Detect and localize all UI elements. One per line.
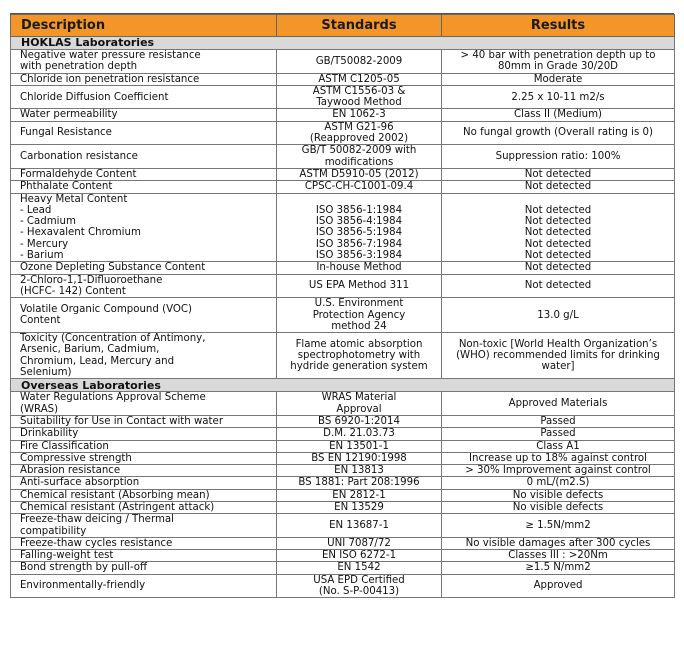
- result-cell-line: ≥ 1.5N/mm2: [525, 519, 591, 531]
- standard-cell: [277, 50, 442, 74]
- description-cell-line: Chloride ion penetration resistance: [20, 73, 200, 85]
- standard-cell-line: BS 1881: Part 208:1996: [298, 477, 420, 489]
- table-row: [11, 465, 675, 477]
- table-body: [11, 37, 675, 598]
- standard-cell: [277, 168, 442, 180]
- standard-cell-line: UNI 7087/72: [327, 537, 391, 549]
- result-cell-line: No fungal growth (Overall rating is 0): [463, 127, 653, 139]
- table-row: [11, 428, 675, 440]
- description-cell-line: Arsenic, Barium, Cadmium,: [20, 344, 160, 356]
- result-cell: [442, 121, 675, 145]
- description-cell: [11, 428, 277, 440]
- result-cell-line: Increase up to 18% against control: [469, 452, 647, 464]
- result-cell-line: 80mm in Grade 30/20D: [497, 61, 619, 73]
- description-cell: [11, 109, 277, 121]
- standard-cell: [277, 181, 442, 193]
- result-cell: [442, 452, 675, 464]
- description-cell: [11, 465, 277, 477]
- result-cell-line: [445, 194, 671, 205]
- standard-cell: [277, 428, 442, 440]
- description-cell: [11, 50, 277, 74]
- table-row: [11, 415, 675, 427]
- table-row: [11, 501, 675, 513]
- standard-cell-line: (Reapproved 2002): [309, 133, 409, 145]
- result-cell-line: Approved Materials: [508, 397, 608, 409]
- result-cell-line: > 40 bar with penetration depth up to: [460, 50, 656, 61]
- table-row: [11, 298, 675, 333]
- standard-cell-line: spectrophotometry with: [297, 350, 421, 362]
- standard-cell-line: EN 1062-3: [332, 109, 386, 121]
- table-row: [11, 121, 675, 145]
- standard-cell: [277, 193, 442, 262]
- table-row: [11, 181, 675, 193]
- result-cell-line: 0 mL/(m2.S): [526, 477, 590, 489]
- result-cell: [442, 333, 675, 379]
- standard-cell-line: ISO 3856-3:1984: [315, 250, 403, 262]
- standard-cell: [277, 574, 442, 598]
- description-cell: [11, 333, 277, 379]
- description-cell-line: Selenium): [20, 367, 72, 379]
- result-cell: [442, 298, 675, 333]
- description-cell: [11, 415, 277, 427]
- result-cell-line: Not detected: [524, 250, 592, 262]
- standard-cell: [277, 537, 442, 549]
- table-row: [11, 262, 675, 274]
- standard-cell: [277, 85, 442, 109]
- description-cell: [11, 298, 277, 333]
- standard-cell-line: EN ISO 6272-1: [321, 550, 397, 562]
- result-cell-line: Moderate: [533, 73, 583, 85]
- table-row: [11, 550, 675, 562]
- standard-cell-line: EN 13529: [334, 501, 384, 513]
- standard-cell: [277, 477, 442, 489]
- result-cell-line: Passed: [540, 415, 576, 427]
- description-cell-line: Chromium, Lead, Mercury and: [20, 355, 175, 367]
- standard-cell-line: ISO 3856-7:1984: [315, 238, 403, 250]
- description-cell-line: Ozone Depleting Substance Content: [20, 262, 206, 274]
- table-row: [11, 193, 675, 262]
- standard-cell-line: EN 1542: [337, 562, 381, 574]
- description-cell-line: Fire Classification: [20, 440, 109, 452]
- standard-cell: [277, 562, 442, 574]
- description-cell-line: Drinkability: [20, 428, 79, 440]
- table-row: [11, 514, 675, 538]
- standard-cell: [277, 121, 442, 145]
- table-row: [11, 109, 675, 121]
- result-cell-line: No visible defects: [512, 489, 604, 501]
- standard-cell-line: EN 2812-1: [332, 489, 386, 501]
- standard-cell-line: U.S. Environment: [314, 298, 404, 310]
- standard-cell: [277, 392, 442, 416]
- description-cell-line: Freeze-thaw deicing / Thermal: [20, 514, 174, 526]
- description-cell-line: Falling-weight test: [20, 550, 114, 562]
- standard-cell-line: hydride generation system: [290, 361, 428, 373]
- result-cell-line: Not detected: [524, 280, 592, 292]
- header-description: Description: [11, 15, 277, 37]
- result-cell-line: 2.25 x 10-11 m2/s: [511, 91, 605, 103]
- result-cell-line: Not detected: [524, 227, 592, 239]
- description-cell: [11, 274, 277, 298]
- table-row: [11, 392, 675, 416]
- standard-cell-line: EN 13813: [334, 465, 384, 477]
- table-row: [11, 477, 675, 489]
- standard-cell-line: GB/T50082-2009: [315, 55, 403, 67]
- table-row: [11, 574, 675, 598]
- description-cell: [11, 514, 277, 538]
- description-cell: [11, 145, 277, 169]
- standard-cell: [277, 298, 442, 333]
- result-cell-line: No visible damages after 300 cycles: [465, 537, 651, 549]
- result-cell: [442, 181, 675, 193]
- result-cell: [442, 392, 675, 416]
- table-row: [11, 50, 675, 74]
- result-cell: [442, 145, 675, 169]
- table-row: [11, 333, 675, 379]
- result-cell-line: Not detected: [524, 168, 592, 180]
- description-cell-line: Carbonation resistance: [20, 151, 138, 163]
- standard-cell: [277, 73, 442, 85]
- result-cell-line: (WHO) recommended limits for drinking: [456, 350, 660, 362]
- result-cell: [442, 50, 675, 74]
- standard-cell-line: BS EN 12190:1998: [311, 452, 407, 464]
- standard-cell-line: CPSC-CH-C1001-09.4: [304, 181, 414, 193]
- description-cell-line: (WRAS): [20, 403, 59, 415]
- result-cell: [442, 415, 675, 427]
- description-cell-line: compatibility: [20, 525, 87, 537]
- standard-cell: [277, 274, 442, 298]
- description-cell-line: Suitability for Use in Contact with water: [20, 415, 224, 427]
- section-header-row: [11, 379, 675, 392]
- standard-cell: [277, 262, 442, 274]
- description-cell-line: Compressive strength: [20, 452, 132, 464]
- description-cell-line: Volatile Organic Compound (VOC): [20, 303, 192, 315]
- result-cell: [442, 574, 675, 598]
- result-cell-line: Not detected: [524, 262, 592, 274]
- standard-cell-line: ASTM C1205-05: [318, 73, 400, 85]
- result-cell-line: Class A1: [536, 440, 580, 452]
- standard-cell-line: Protection Agency: [312, 309, 406, 321]
- description-cell-line: Toxicity (Concentration of Antimony,: [20, 333, 206, 345]
- result-cell: [442, 514, 675, 538]
- standard-cell-line: US EPA Method 311: [308, 280, 410, 292]
- result-cell: [442, 85, 675, 109]
- description-cell-line: (HCFC- 142) Content: [20, 285, 126, 297]
- result-cell: [442, 489, 675, 501]
- result-cell-line: Non-toxic [World Health Organization’s: [458, 338, 658, 350]
- result-cell: [442, 109, 675, 121]
- header-row: [11, 15, 675, 37]
- description-cell-line: Chemical resistant (Absorbing mean): [20, 489, 210, 501]
- standard-cell: [277, 489, 442, 501]
- description-cell-line: - Cadmium: [20, 216, 76, 228]
- standard-cell: [277, 501, 442, 513]
- description-cell: [11, 562, 277, 574]
- result-cell: [442, 428, 675, 440]
- description-cell-line: Abrasion resistance: [20, 465, 121, 477]
- result-cell-line: 13.0 g/L: [537, 309, 579, 321]
- standard-cell-line: GB/T 50082-2009 with: [301, 145, 417, 157]
- specification-table-frame: [10, 13, 674, 598]
- standard-cell-line: USA EPD Certified: [313, 574, 405, 586]
- description-cell: [11, 181, 277, 193]
- standard-cell-line: BS 6920-1:2014: [318, 415, 400, 427]
- standard-cell-line: ASTM G21-96: [324, 121, 394, 133]
- table-row: [11, 85, 675, 109]
- table-row: [11, 537, 675, 549]
- result-cell: [442, 537, 675, 549]
- standard-cell: [277, 109, 442, 121]
- standard-cell-line: D.M. 21.03.73: [323, 428, 395, 440]
- description-cell-line: Negative water pressure resistance: [20, 50, 201, 61]
- result-cell: [442, 274, 675, 298]
- standard-cell-line: ASTM D5910-05 (2012): [299, 168, 419, 180]
- standard-cell: [277, 145, 442, 169]
- result-cell-line: water]: [541, 361, 575, 373]
- table-row: [11, 73, 675, 85]
- result-cell-line: Not detected: [524, 181, 592, 193]
- standard-cell-line: ASTM C1556-03 &: [312, 85, 406, 97]
- standard-cell-line: ISO 3856-4:1984: [315, 216, 403, 228]
- description-cell-line: Content: [20, 315, 61, 327]
- result-cell: [442, 440, 675, 452]
- description-cell: [11, 262, 277, 274]
- table-row: [11, 145, 675, 169]
- description-cell-line: 2-Chloro-1,1-Difluoroethane: [20, 274, 163, 286]
- description-cell: [11, 168, 277, 180]
- result-cell: [442, 73, 675, 85]
- description-cell: [11, 452, 277, 464]
- standard-cell-line: Approval: [336, 403, 382, 415]
- section-header-row: [11, 37, 675, 50]
- description-cell: [11, 501, 277, 513]
- result-cell-line: > 30% Improvement against control: [465, 465, 651, 477]
- table-row: [11, 168, 675, 180]
- result-cell: [442, 550, 675, 562]
- description-cell-line: Heavy Metal Content: [20, 193, 128, 205]
- description-cell: [11, 392, 277, 416]
- description-cell: [11, 550, 277, 562]
- standard-cell-line: WRAS Material: [321, 392, 397, 404]
- description-cell: [11, 440, 277, 452]
- description-cell-line: Bond strength by pull-off: [20, 562, 147, 574]
- description-cell-line: Chloride Diffusion Coefficient: [20, 91, 169, 103]
- description-cell: [11, 193, 277, 262]
- standard-cell-line: ISO 3856-5:1984: [315, 227, 403, 239]
- result-cell: [442, 562, 675, 574]
- standard-cell-line: In-house Method: [316, 262, 402, 274]
- result-cell-line: Not detected: [524, 238, 592, 250]
- standard-cell-line: [280, 194, 438, 205]
- standard-cell-line: EN 13687-1: [329, 519, 389, 531]
- standard-cell: [277, 415, 442, 427]
- description-cell-line: - Barium: [20, 250, 64, 262]
- description-cell: [11, 537, 277, 549]
- standard-cell-line: Flame atomic absorption: [295, 338, 423, 350]
- result-cell-line: Approved: [533, 580, 583, 592]
- standard-cell: [277, 550, 442, 562]
- description-cell-line: - Lead: [20, 204, 52, 216]
- result-cell: [442, 193, 675, 262]
- result-cell-line: Class II (Medium): [514, 109, 602, 121]
- specification-table: [10, 14, 675, 598]
- description-cell-line: Chemical resistant (Astringent attack): [20, 501, 215, 513]
- header-results: Results: [442, 15, 675, 37]
- table-row: [11, 452, 675, 464]
- result-cell: [442, 501, 675, 513]
- result-cell: [442, 465, 675, 477]
- description-cell: [11, 574, 277, 598]
- section-title: Overseas Laboratories: [11, 379, 675, 392]
- result-cell-line: Not detected: [524, 216, 592, 228]
- description-cell-line: Anti-surface absorption: [20, 477, 140, 489]
- description-cell: [11, 73, 277, 85]
- result-cell-line: No visible defects: [512, 501, 604, 513]
- standard-cell: [277, 333, 442, 379]
- standard-cell-line: method 24: [331, 320, 387, 332]
- description-cell: [11, 121, 277, 145]
- standard-cell: [277, 514, 442, 538]
- table-row: [11, 274, 675, 298]
- description-cell: [11, 85, 277, 109]
- standard-cell-line: Taywood Method: [316, 97, 402, 109]
- description-cell-line: Fungal Resistance: [20, 127, 112, 139]
- standard-cell-line: ISO 3856-1:1984: [315, 204, 403, 216]
- table-row: [11, 489, 675, 501]
- result-cell-line: Suppression ratio: 100%: [495, 151, 621, 163]
- description-cell-line: Formaldehyde Content: [20, 168, 137, 180]
- result-cell-line: ≥1.5 N/mm2: [525, 562, 591, 574]
- result-cell: [442, 168, 675, 180]
- result-cell: [442, 262, 675, 274]
- result-cell-line: Not detected: [524, 204, 592, 216]
- header-standards: Standards: [277, 15, 442, 37]
- table-row: [11, 562, 675, 574]
- description-cell-line: Water permeability: [20, 109, 118, 121]
- result-cell: [442, 477, 675, 489]
- description-cell-line: Phthalate Content: [20, 181, 113, 193]
- description-cell-line: - Mercury: [20, 238, 69, 250]
- standard-cell-line: (No. S-P-00413): [318, 586, 400, 598]
- description-cell: [11, 477, 277, 489]
- standard-cell: [277, 440, 442, 452]
- table-row: [11, 440, 675, 452]
- standard-cell-line: modifications: [324, 156, 394, 168]
- description-cell-line: Environmentally-friendly: [20, 580, 146, 592]
- result-cell-line: Classes III : >20Nm: [508, 550, 608, 562]
- standard-cell-line: EN 13501-1: [329, 440, 389, 452]
- description-cell-line: Water Regulations Approval Scheme: [20, 392, 206, 404]
- section-title: HOKLAS Laboratories: [11, 37, 675, 50]
- description-cell-line: Freeze-thaw cycles resistance: [20, 537, 173, 549]
- description-cell-line: with penetration depth: [20, 61, 138, 73]
- standard-cell: [277, 452, 442, 464]
- result-cell-line: Passed: [540, 428, 576, 440]
- standard-cell: [277, 465, 442, 477]
- description-cell-line: - Hexavalent Chromium: [20, 227, 141, 239]
- description-cell: [11, 489, 277, 501]
